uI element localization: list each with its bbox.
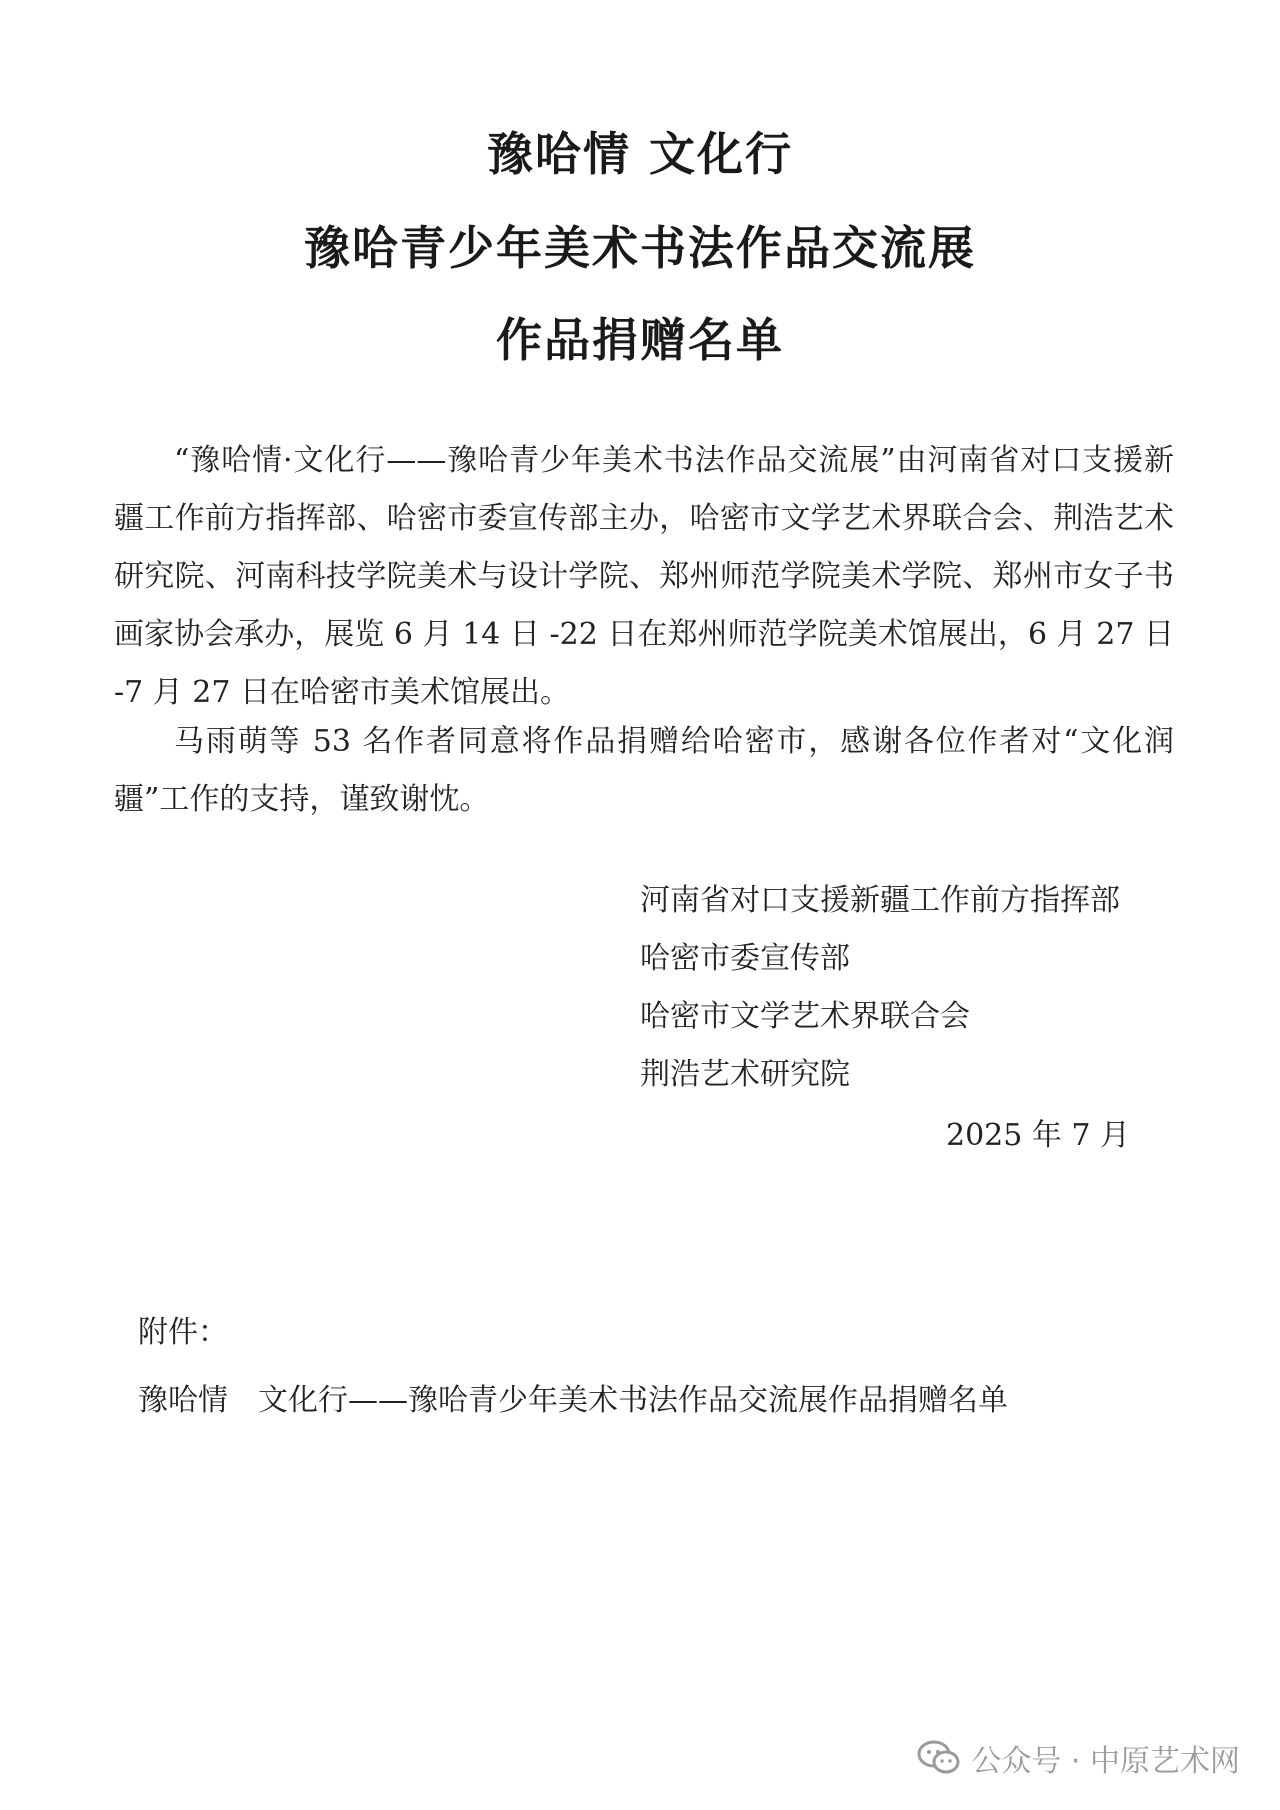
title-line-3: 作品捐赠名单 — [496, 313, 784, 367]
title-line-1: 豫哈情 文化行 — [486, 127, 793, 181]
body-paragraph: “豫哈情·文化行——豫哈青少年美术书法作品交流展”由河南省对口支援新疆工作前方指挥部、哈密市委宣传部主办，哈密市文学艺术界联合会、荆浩艺术研究院、河南科技学院美术与设计学院、郑州师范学院美术学院、郑州市女子书画家协会承办，展览 6 月 14 日 -22 日在郑州师范学院美术馆展出，6 月 27 日 -7 月 27 日在哈密市美术馆展出。 — [114, 443, 1174, 710]
signature-block — [640, 872, 1200, 1104]
document-date: 2025 年 7 月 — [946, 1118, 1131, 1153]
signature-line: 哈密市委宣传部 — [640, 941, 850, 976]
watermark — [917, 1736, 1240, 1780]
signature-line: 荆浩艺术研究院 — [640, 1057, 850, 1092]
attachment-label: 附件： — [138, 1315, 228, 1350]
title-line-2: 豫哈青少年美术书法作品交流展 — [304, 221, 976, 275]
watermark-text: 公众号 · 中原艺术网 — [971, 1744, 1240, 1779]
attachment-title: 豫哈情 文化行——豫哈青少年美术书法作品交流展作品捐赠名单 — [138, 1383, 1008, 1418]
signature-line: 河南省对口支援新疆工作前方指挥部 — [640, 883, 1120, 918]
body-paragraph: 马雨萌等 53 名作者同意将作品捐赠给哈密市，感谢各位作者对“文化润疆”工作的支持，谨致谢忱。 — [114, 724, 1174, 817]
signature-line: 哈密市文学艺术界联合会 — [640, 999, 970, 1034]
wechat-icon — [917, 1739, 961, 1777]
